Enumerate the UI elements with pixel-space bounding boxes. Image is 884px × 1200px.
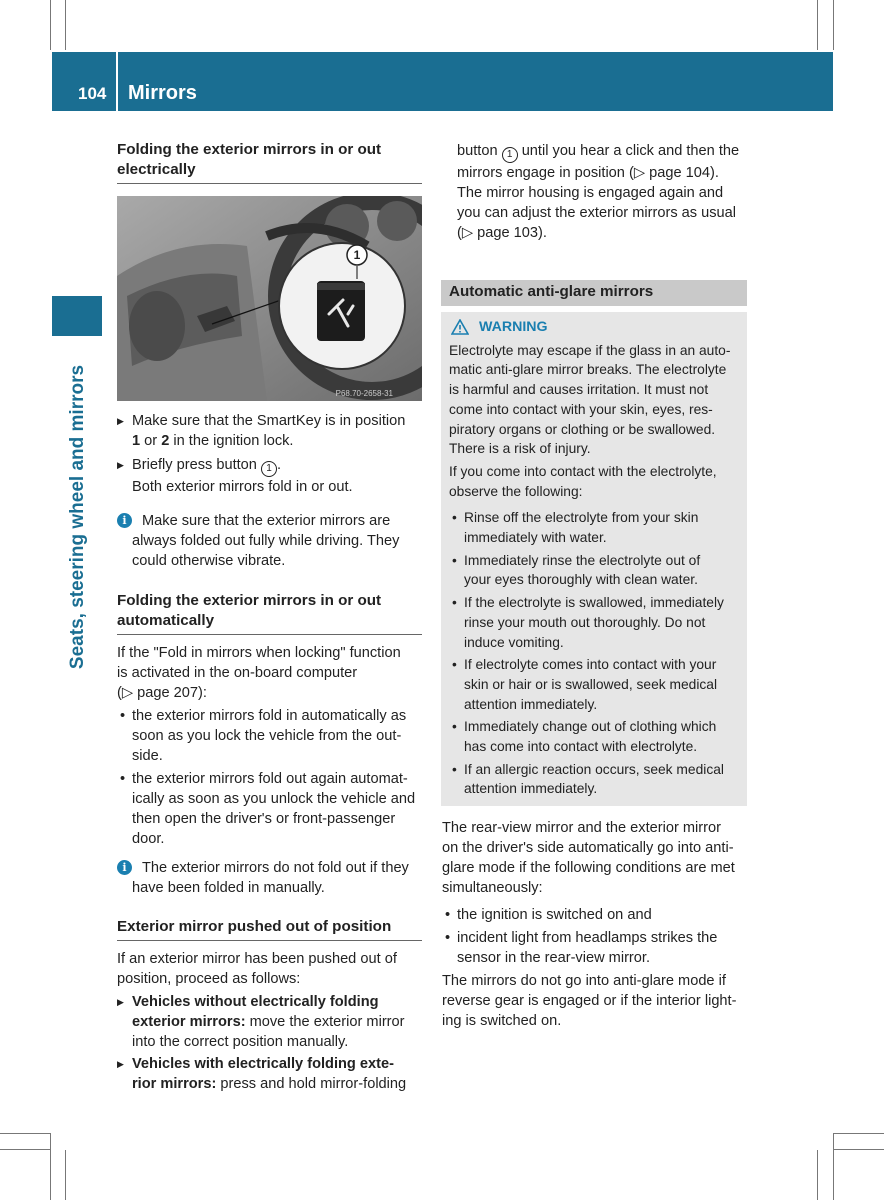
- instruction-step: ▶ Vehicles with electrically folding exte- rior mirrors: press and hold mirror-folding: [117, 1054, 422, 1094]
- list-item: • Immediately rinse the electrolyte out of your eyes thoroughly with clean water.: [449, 551, 741, 590]
- image-code: P68.70-2658-31: [335, 389, 393, 398]
- left-column: [117, 140, 422, 1094]
- crop-mark: [834, 1133, 884, 1134]
- paragraph: If the "Fold in mirrors when locking" function is activated in the on-board computer (▷ page 207):: [117, 645, 401, 701]
- warning-text: If you come into contact with the electrolyte, observe the following:: [449, 463, 717, 499]
- instruction-step: ▶ Make sure that the SmartKey is in position 1 or 2 in the ignition lock.: [117, 411, 422, 451]
- crop-mark: [817, 0, 818, 50]
- crop-mark: [817, 1150, 818, 1200]
- crop-mark: [50, 0, 51, 50]
- instruction-step: ▶ Vehicles without electrically folding exterior mirrors: move the exterior mirror into the correct position manually.: [117, 992, 422, 1052]
- info-icon: i: [117, 513, 132, 528]
- section-heading: Folding the exterior mirrors in or out electrically: [117, 140, 422, 184]
- door-control-figure: [117, 196, 422, 401]
- list-item: • the ignition is switched on and: [442, 905, 748, 925]
- info-icon: i: [117, 860, 132, 875]
- chapter-label: Seats, steering wheel and mirrors: [67, 364, 88, 670]
- list-item: • Immediately change out of clothing which has come into contact with electrolyte.: [449, 717, 741, 756]
- right-column-bottom: [442, 818, 748, 1031]
- crop-mark: [833, 0, 834, 50]
- page-title: Mirrors: [128, 82, 197, 104]
- list-item: • If the electrolyte is swallowed, immediately rinse your mouth out thoroughly. Do not induce vomiting.: [449, 593, 741, 652]
- warning-title: WARNING: [449, 318, 741, 338]
- warning-box: [441, 312, 747, 806]
- button-reference: 1: [261, 461, 277, 477]
- paragraph: The mirrors do not go into anti-glare mode if reverse gear is engaged or if the interior light- ing is switched on.: [442, 973, 737, 1029]
- section-heading: Folding the exterior mirrors in or out automatically: [117, 591, 422, 635]
- list-item: • the exterior mirrors fold out again automat- ically as soon as you unlock the vehicle and then open the driver's or front-passenger door.: [117, 769, 422, 849]
- crop-mark: [65, 0, 66, 50]
- page-number: 104: [78, 84, 107, 103]
- crop-mark: [65, 1150, 66, 1200]
- list-item: • If electrolyte comes into contact with your skin or hair or is swallowed, seek medical attention immediately.: [449, 655, 741, 714]
- info-note: i Make sure that the exterior mirrors are always folded out fully while driving. They could otherwise vibrate.: [117, 511, 422, 571]
- list-item: • Rinse off the electrolyte from your skin immediately with water.: [449, 508, 741, 547]
- crop-mark: [0, 1133, 50, 1134]
- section-heading-box: Automatic anti-glare mirrors: [441, 280, 747, 306]
- warning-text: Electrolyte may escape if the glass in an auto- matic anti-glare mirror breaks. The electrolyte is harmful and causes irritation. It must not come into contact with your skin, eyes, res- piratory organs or clothing or be swallowed. There is a risk of injury.: [449, 342, 731, 457]
- list-item: • If an allergic reaction occurs, seek medical attention immediately.: [449, 760, 741, 799]
- button-reference: 1: [502, 147, 518, 163]
- crop-mark: [0, 1149, 50, 1150]
- list-item: • incident light from headlamps strikes the sensor in the rear-view mirror.: [442, 928, 748, 968]
- right-column-top: button 1 until you hear a click and then the mirrors engage in position (▷ page 104). The mirror housing is engaged again and you can adjust the exterior mirrors as usual (▷ page 103).: [457, 143, 740, 241]
- paragraph: The rear-view mirror and the exterior mirror on the driver's side automatically go into anti- glare mode if the following conditions are met simultaneously:: [442, 820, 735, 896]
- callout-number: 1: [353, 248, 361, 262]
- crop-mark: [50, 1133, 51, 1200]
- chapter-tab: [52, 296, 102, 336]
- warning-icon: [451, 319, 469, 335]
- crop-mark: [834, 1149, 884, 1150]
- instruction-step: ▶ Briefly press button 1 . Both exterior mirrors fold in or out.: [117, 455, 422, 497]
- door-panel-illustration: [117, 196, 422, 401]
- crop-mark: [833, 1133, 834, 1200]
- paragraph: If an exterior mirror has been pushed out of position, proceed as follows:: [117, 951, 397, 987]
- info-note: i The exterior mirrors do not fold out if they have been folded in manually.: [117, 858, 422, 898]
- list-item: • the exterior mirrors fold in automatically as soon as you lock the vehicle from the out- side.: [117, 706, 422, 766]
- header-divider: [116, 52, 118, 111]
- section-heading: Exterior mirror pushed out of position: [117, 917, 422, 941]
